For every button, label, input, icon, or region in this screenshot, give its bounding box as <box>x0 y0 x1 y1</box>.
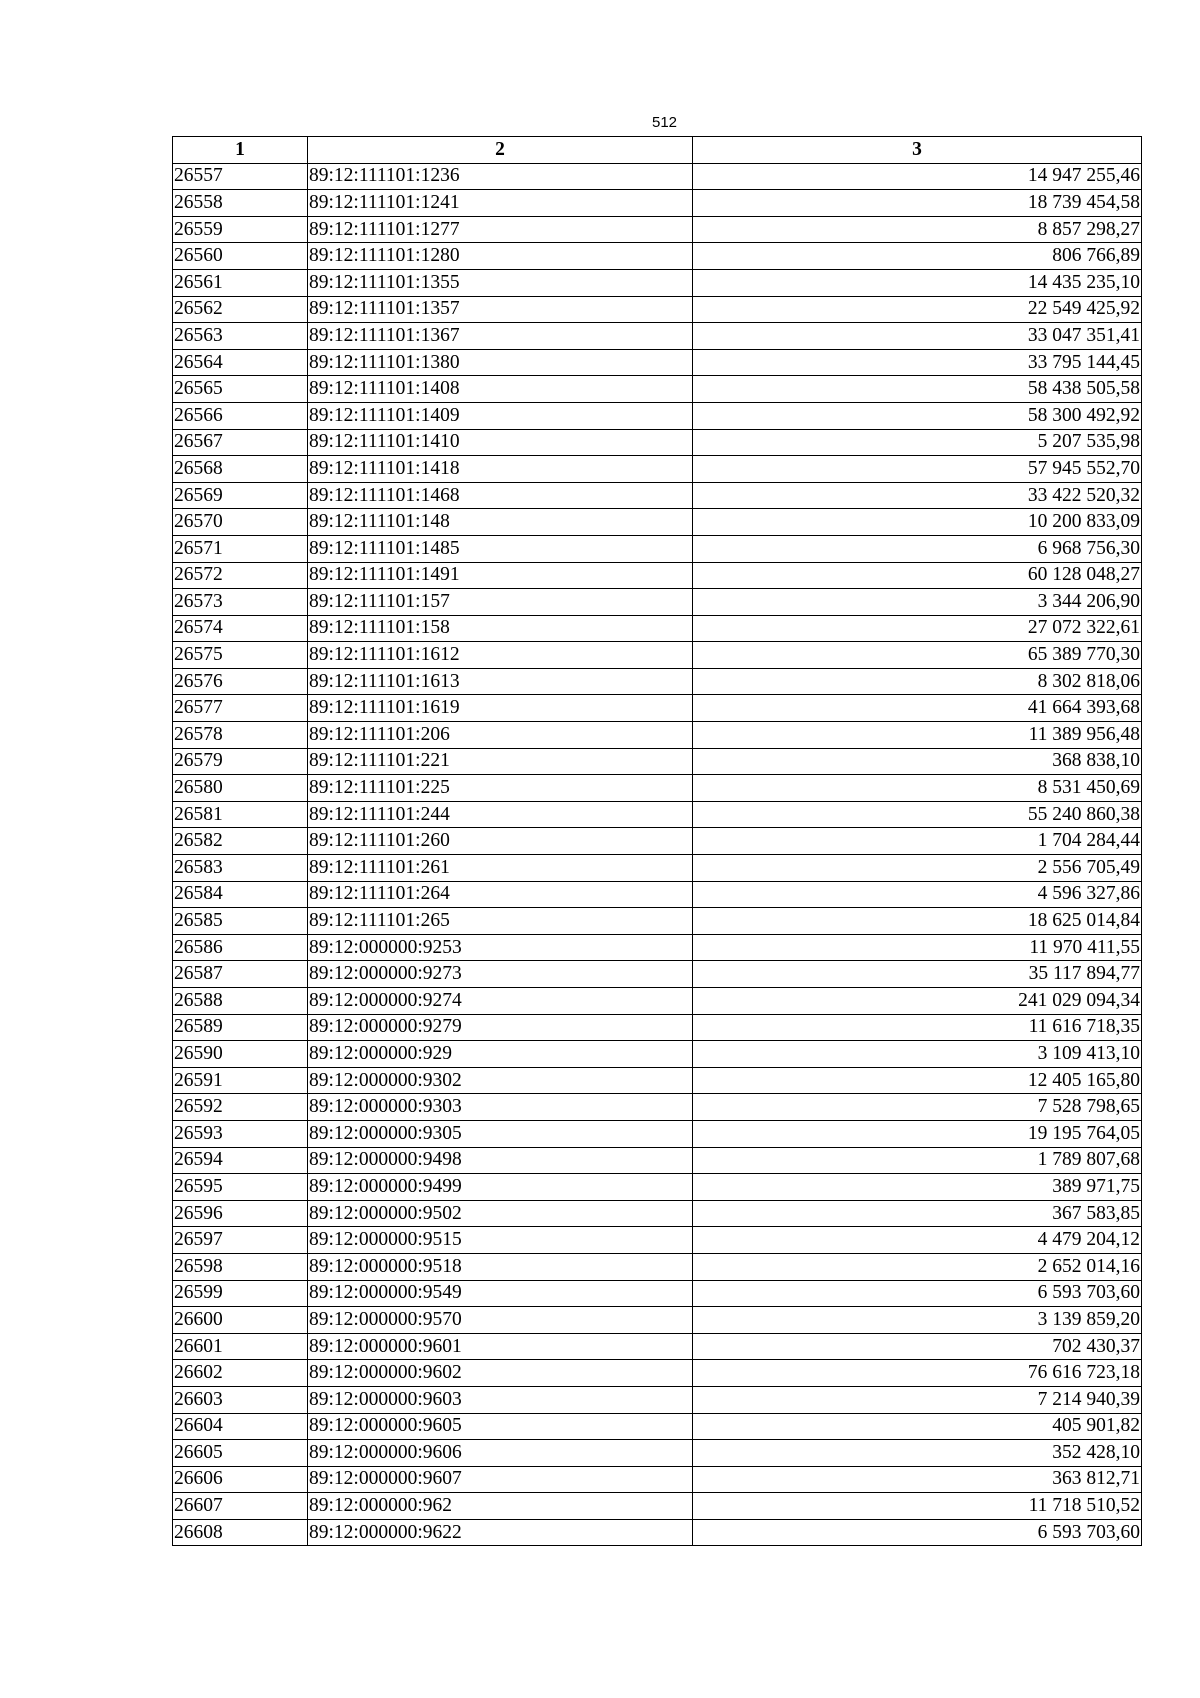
cadastral-number-cell: 89:12:111101:148 <box>308 509 693 536</box>
value-cell: 3 139 859,20 <box>693 1307 1142 1334</box>
table-row <box>173 1360 1142 1387</box>
value-cell: 14 435 235,10 <box>693 269 1142 296</box>
row-number-cell: 26590 <box>173 1041 308 1068</box>
row-number-cell: 26559 <box>173 216 308 243</box>
value-cell: 33 047 351,41 <box>693 323 1142 350</box>
table-row <box>173 1200 1142 1227</box>
row-number-cell: 26561 <box>173 269 308 296</box>
cadastral-number-cell: 89:12:111101:158 <box>308 615 693 642</box>
row-number-cell: 26564 <box>173 349 308 376</box>
value-cell: 60 128 048,27 <box>693 562 1142 589</box>
row-number-cell: 26565 <box>173 376 308 403</box>
value-cell: 55 240 860,38 <box>693 801 1142 828</box>
row-number-cell: 26604 <box>173 1413 308 1440</box>
table-row <box>173 163 1142 190</box>
row-number-cell: 26575 <box>173 642 308 669</box>
table-row <box>173 722 1142 749</box>
cadastral-number-cell: 89:12:000000:9302 <box>308 1067 693 1094</box>
value-cell: 57 945 552,70 <box>693 456 1142 483</box>
row-number-cell: 26603 <box>173 1386 308 1413</box>
table-row <box>173 1014 1142 1041</box>
table-row <box>173 642 1142 669</box>
row-number-cell: 26579 <box>173 748 308 775</box>
table-row <box>173 482 1142 509</box>
cadastral-number-cell: 89:12:111101:1367 <box>308 323 693 350</box>
row-number-cell: 26595 <box>173 1174 308 1201</box>
table-row <box>173 1120 1142 1147</box>
value-cell: 35 117 894,77 <box>693 961 1142 988</box>
value-cell: 806 766,89 <box>693 243 1142 270</box>
cadastral-number-cell: 89:12:111101:1236 <box>308 163 693 190</box>
value-cell: 5 207 535,98 <box>693 429 1142 456</box>
value-cell: 27 072 322,61 <box>693 615 1142 642</box>
table-row <box>173 855 1142 882</box>
cadastral-number-cell: 89:12:111101:221 <box>308 748 693 775</box>
value-cell: 3 344 206,90 <box>693 589 1142 616</box>
cadastral-number-cell: 89:12:111101:244 <box>308 801 693 828</box>
value-cell: 702 430,37 <box>693 1333 1142 1360</box>
value-cell: 58 300 492,92 <box>693 402 1142 429</box>
row-number-cell: 26582 <box>173 828 308 855</box>
row-number-cell: 26557 <box>173 163 308 190</box>
cadastral-number-cell: 89:12:000000:9570 <box>308 1307 693 1334</box>
table-row <box>173 509 1142 536</box>
value-cell: 11 970 411,55 <box>693 934 1142 961</box>
row-number-cell: 26558 <box>173 190 308 217</box>
cadastral-number-cell: 89:12:111101:1619 <box>308 695 693 722</box>
row-number-cell: 26581 <box>173 801 308 828</box>
value-cell: 10 200 833,09 <box>693 509 1142 536</box>
value-cell: 41 664 393,68 <box>693 695 1142 722</box>
table-row <box>173 668 1142 695</box>
cadastral-number-cell: 89:12:111101:1357 <box>308 296 693 323</box>
row-number-cell: 26568 <box>173 456 308 483</box>
value-cell: 2 556 705,49 <box>693 855 1142 882</box>
row-number-cell: 26596 <box>173 1200 308 1227</box>
table-row <box>173 269 1142 296</box>
cadastral-number-cell: 89:12:111101:264 <box>308 881 693 908</box>
value-cell: 18 625 014,84 <box>693 908 1142 935</box>
value-cell: 2 652 014,16 <box>693 1253 1142 1280</box>
value-cell: 3 109 413,10 <box>693 1041 1142 1068</box>
cadastral-number-cell: 89:12:111101:1485 <box>308 535 693 562</box>
row-number-cell: 26594 <box>173 1147 308 1174</box>
table-row <box>173 934 1142 961</box>
value-cell: 8 857 298,27 <box>693 216 1142 243</box>
table-row <box>173 589 1142 616</box>
row-number-cell: 26569 <box>173 482 308 509</box>
value-cell: 76 616 723,18 <box>693 1360 1142 1387</box>
cadastral-number-cell: 89:12:111101:261 <box>308 855 693 882</box>
row-number-cell: 26591 <box>173 1067 308 1094</box>
cadastral-number-cell: 89:12:111101:1409 <box>308 402 693 429</box>
cadastral-number-cell: 89:12:111101:1355 <box>308 269 693 296</box>
row-number-cell: 26563 <box>173 323 308 350</box>
row-number-cell: 26578 <box>173 722 308 749</box>
table-row <box>173 1067 1142 1094</box>
row-number-cell: 26586 <box>173 934 308 961</box>
row-number-cell: 26580 <box>173 775 308 802</box>
row-number-cell: 26577 <box>173 695 308 722</box>
value-cell: 14 947 255,46 <box>693 163 1142 190</box>
cadastral-number-cell: 89:12:000000:9273 <box>308 961 693 988</box>
table-row <box>173 456 1142 483</box>
value-cell: 18 739 454,58 <box>693 190 1142 217</box>
table-row <box>173 1493 1142 1520</box>
cadastral-number-cell: 89:12:000000:9605 <box>308 1413 693 1440</box>
cadastral-number-cell: 89:12:000000:9549 <box>308 1280 693 1307</box>
cadastral-number-cell: 89:12:111101:1418 <box>308 456 693 483</box>
value-cell: 19 195 764,05 <box>693 1120 1142 1147</box>
cadastral-number-cell: 89:12:000000:9303 <box>308 1094 693 1121</box>
cadastral-number-cell: 89:12:111101:206 <box>308 722 693 749</box>
cadastral-number-cell: 89:12:000000:9515 <box>308 1227 693 1254</box>
table-row <box>173 323 1142 350</box>
cadastral-number-cell: 89:12:111101:1277 <box>308 216 693 243</box>
table-header <box>173 137 1142 164</box>
row-number-cell: 26571 <box>173 535 308 562</box>
table-row <box>173 881 1142 908</box>
table-row <box>173 402 1142 429</box>
cadastral-number-cell: 89:12:000000:9606 <box>308 1440 693 1467</box>
cadastral-number-cell: 89:12:000000:9602 <box>308 1360 693 1387</box>
table-row <box>173 1466 1142 1493</box>
row-number-cell: 26567 <box>173 429 308 456</box>
value-cell: 8 302 818,06 <box>693 668 1142 695</box>
cadastral-number-cell: 89:12:111101:1491 <box>308 562 693 589</box>
table-row <box>173 908 1142 935</box>
cadastral-number-cell: 89:12:000000:9274 <box>308 988 693 1015</box>
cadastral-number-cell: 89:12:000000:9607 <box>308 1466 693 1493</box>
row-number-cell: 26570 <box>173 509 308 536</box>
value-cell: 33 795 144,45 <box>693 349 1142 376</box>
value-cell: 1 704 284,44 <box>693 828 1142 855</box>
row-number-cell: 26566 <box>173 402 308 429</box>
table-row <box>173 190 1142 217</box>
value-cell: 8 531 450,69 <box>693 775 1142 802</box>
row-number-cell: 26574 <box>173 615 308 642</box>
value-cell: 6 593 703,60 <box>693 1519 1142 1546</box>
value-cell: 367 583,85 <box>693 1200 1142 1227</box>
value-cell: 6 968 756,30 <box>693 535 1142 562</box>
cadastral-number-cell: 89:12:000000:9518 <box>308 1253 693 1280</box>
value-cell: 368 838,10 <box>693 748 1142 775</box>
row-number-cell: 26607 <box>173 1493 308 1520</box>
table-row <box>173 1333 1142 1360</box>
row-number-cell: 26584 <box>173 881 308 908</box>
cadastral-number-cell: 89:12:000000:9502 <box>308 1200 693 1227</box>
value-cell: 11 389 956,48 <box>693 722 1142 749</box>
column-header-number: 1 <box>173 137 308 164</box>
cadastral-number-cell: 89:12:000000:9601 <box>308 1333 693 1360</box>
column-header-cadastral-number: 2 <box>308 137 693 164</box>
table-row <box>173 376 1142 403</box>
value-cell: 6 593 703,60 <box>693 1280 1142 1307</box>
row-number-cell: 26587 <box>173 961 308 988</box>
value-cell: 65 389 770,30 <box>693 642 1142 669</box>
table-row <box>173 296 1142 323</box>
table-row <box>173 216 1142 243</box>
cadastral-number-cell: 89:12:000000:9253 <box>308 934 693 961</box>
registry-table <box>172 136 1142 1546</box>
cadastral-number-cell: 89:12:111101:1241 <box>308 190 693 217</box>
value-cell: 7 528 798,65 <box>693 1094 1142 1121</box>
table-row <box>173 1174 1142 1201</box>
table-row <box>173 1386 1142 1413</box>
row-number-cell: 26597 <box>173 1227 308 1254</box>
table-row <box>173 988 1142 1015</box>
cadastral-number-cell: 89:12:111101:1408 <box>308 376 693 403</box>
value-cell: 363 812,71 <box>693 1466 1142 1493</box>
row-number-cell: 26572 <box>173 562 308 589</box>
table-body <box>173 163 1142 1546</box>
row-number-cell: 26573 <box>173 589 308 616</box>
cadastral-number-cell: 89:12:111101:1468 <box>308 482 693 509</box>
value-cell: 58 438 505,58 <box>693 376 1142 403</box>
table-row <box>173 748 1142 775</box>
table-row <box>173 1253 1142 1280</box>
value-cell: 33 422 520,32 <box>693 482 1142 509</box>
table-row <box>173 243 1142 270</box>
cadastral-number-cell: 89:12:000000:9603 <box>308 1386 693 1413</box>
table-row <box>173 801 1142 828</box>
value-cell: 22 549 425,92 <box>693 296 1142 323</box>
row-number-cell: 26605 <box>173 1440 308 1467</box>
table-row <box>173 1519 1142 1546</box>
value-cell: 7 214 940,39 <box>693 1386 1142 1413</box>
value-cell: 4 479 204,12 <box>693 1227 1142 1254</box>
table-row <box>173 1440 1142 1467</box>
row-number-cell: 26562 <box>173 296 308 323</box>
cadastral-number-cell: 89:12:111101:225 <box>308 775 693 802</box>
table-row <box>173 535 1142 562</box>
page-number: 512 <box>651 114 678 131</box>
table-row <box>173 1307 1142 1334</box>
row-number-cell: 26608 <box>173 1519 308 1546</box>
value-cell: 405 901,82 <box>693 1413 1142 1440</box>
row-number-cell: 26600 <box>173 1307 308 1334</box>
value-cell: 12 405 165,80 <box>693 1067 1142 1094</box>
row-number-cell: 26598 <box>173 1253 308 1280</box>
table-row <box>173 1094 1142 1121</box>
table-row <box>173 775 1142 802</box>
table-row <box>173 562 1142 589</box>
row-number-cell: 26606 <box>173 1466 308 1493</box>
value-cell: 241 029 094,34 <box>693 988 1142 1015</box>
value-cell: 11 616 718,35 <box>693 1014 1142 1041</box>
row-number-cell: 26560 <box>173 243 308 270</box>
row-number-cell: 26601 <box>173 1333 308 1360</box>
table-row <box>173 615 1142 642</box>
table-row <box>173 1227 1142 1254</box>
cadastral-number-cell: 89:12:000000:9498 <box>308 1147 693 1174</box>
row-number-cell: 26602 <box>173 1360 308 1387</box>
cadastral-number-cell: 89:12:000000:962 <box>308 1493 693 1520</box>
column-header-value: 3 <box>693 137 1142 164</box>
cadastral-number-cell: 89:12:000000:9279 <box>308 1014 693 1041</box>
header-row <box>173 137 1142 164</box>
table-row <box>173 695 1142 722</box>
row-number-cell: 26589 <box>173 1014 308 1041</box>
table-row <box>173 349 1142 376</box>
table-row <box>173 1041 1142 1068</box>
cadastral-number-cell: 89:12:111101:260 <box>308 828 693 855</box>
cadastral-number-cell: 89:12:111101:157 <box>308 589 693 616</box>
row-number-cell: 26576 <box>173 668 308 695</box>
value-cell: 352 428,10 <box>693 1440 1142 1467</box>
value-cell: 4 596 327,86 <box>693 881 1142 908</box>
cadastral-number-cell: 89:12:111101:1612 <box>308 642 693 669</box>
table-row <box>173 961 1142 988</box>
row-number-cell: 26583 <box>173 855 308 882</box>
value-cell: 11 718 510,52 <box>693 1493 1142 1520</box>
table-row <box>173 1280 1142 1307</box>
cadastral-number-cell: 89:12:111101:1380 <box>308 349 693 376</box>
cadastral-number-cell: 89:12:000000:9499 <box>308 1174 693 1201</box>
row-number-cell: 26588 <box>173 988 308 1015</box>
cadastral-number-cell: 89:12:111101:1280 <box>308 243 693 270</box>
cadastral-number-cell: 89:12:111101:1613 <box>308 668 693 695</box>
row-number-cell: 26585 <box>173 908 308 935</box>
cadastral-number-cell: 89:12:000000:9305 <box>308 1120 693 1147</box>
row-number-cell: 26593 <box>173 1120 308 1147</box>
table-row <box>173 429 1142 456</box>
row-number-cell: 26592 <box>173 1094 308 1121</box>
value-cell: 389 971,75 <box>693 1174 1142 1201</box>
cadastral-number-cell: 89:12:000000:929 <box>308 1041 693 1068</box>
table-row <box>173 1147 1142 1174</box>
cadastral-number-cell: 89:12:000000:9622 <box>308 1519 693 1546</box>
table-row <box>173 828 1142 855</box>
row-number-cell: 26599 <box>173 1280 308 1307</box>
table-row <box>173 1413 1142 1440</box>
cadastral-number-cell: 89:12:111101:265 <box>308 908 693 935</box>
value-cell: 1 789 807,68 <box>693 1147 1142 1174</box>
cadastral-number-cell: 89:12:111101:1410 <box>308 429 693 456</box>
